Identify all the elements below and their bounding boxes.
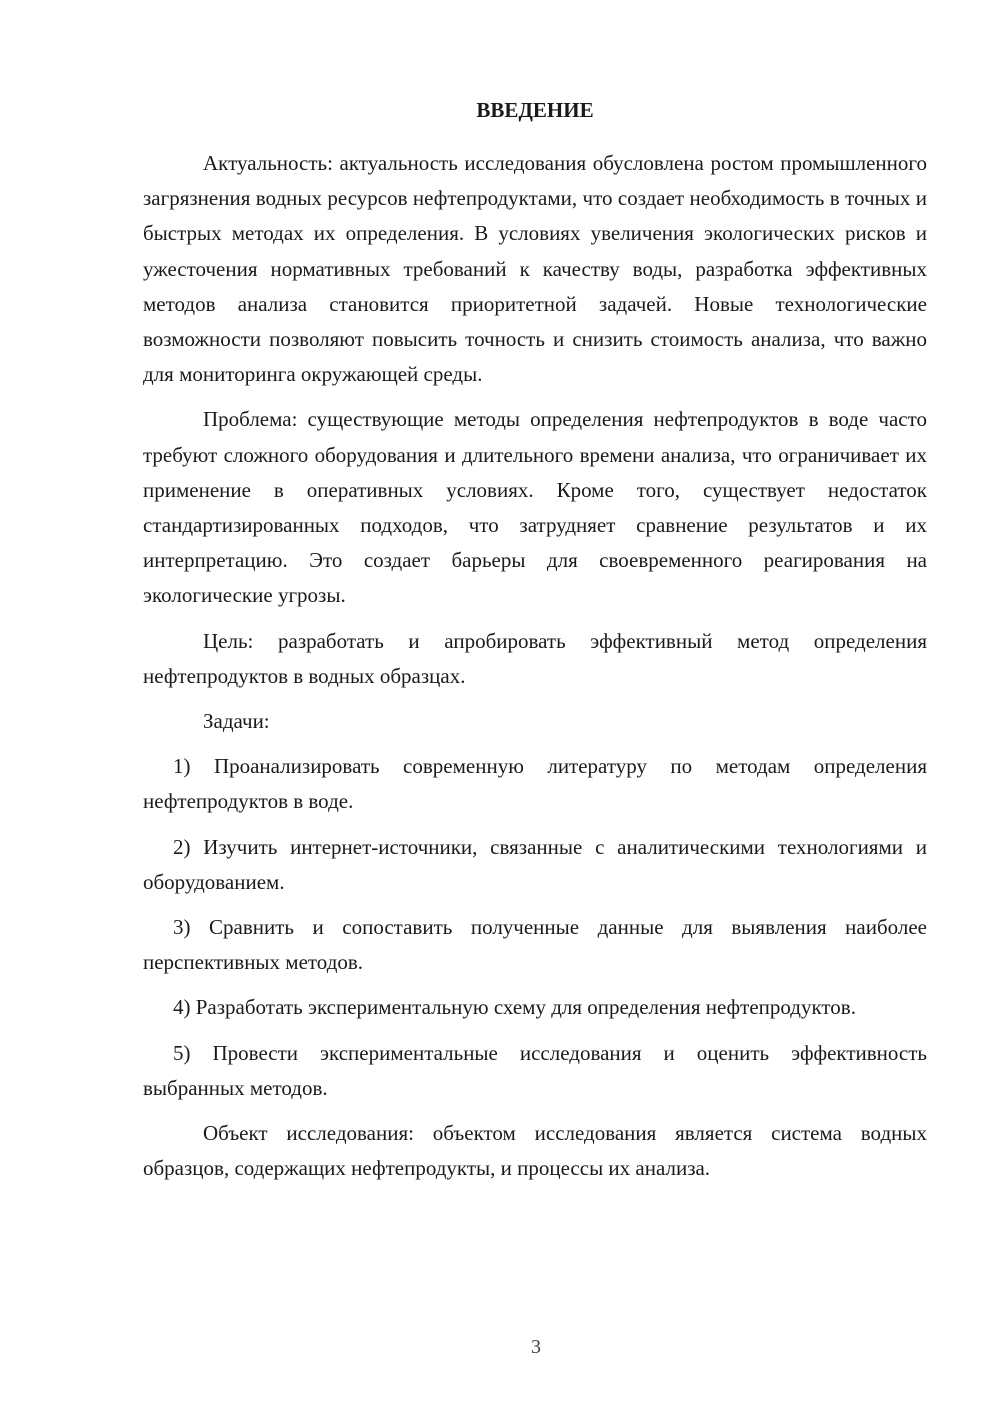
task-item-2: 2) Изучить интернет-источники, связанные с аналитическими технологиями и оборудованием. (143, 834, 927, 894)
page-content (143, 96, 927, 1196)
task-item-4: 4) Разработать экспериментальную схему для определения нефтепродуктов. (173, 995, 856, 1020)
tasks-heading: Задачи: (203, 709, 270, 734)
task-item-1: 1) Проанализировать современную литературу по методам определения нефтепродуктов в воде. (143, 754, 927, 814)
task-item-3: 3) Сравнить и сопоставить полученные данные для выявления наиболее перспективных методов. (143, 915, 927, 975)
paragraph-goal: Цель: разработать и апробировать эффективный метод определения нефтепродуктов в водных образцах. (143, 628, 927, 688)
paragraph-relevance: Актуальность: актуальность исследования обусловлена ростом промышленного загрязнения водных ресурсов нефтепродуктами, что создает необходимость в точных и быстрых методах их определения. В условиях увеличения экологических рисков и ужесточения нормативных требований к качеству воды, разработка эффективных методов анализа становится приоритетной задачей. Новые технологические возможности позволяют повысить точность и снизить стоимость анализа, что важно для мониторинга окружающей среды. (143, 151, 927, 387)
paragraph-object: Объект исследования: объектом исследования является система водных образцов, содержащих нефтепродукты, и процессы их анализа. (143, 1121, 927, 1181)
page-number: 3 (531, 1336, 541, 1358)
page-title: ВВЕДЕНИЕ (476, 98, 594, 122)
task-item-5: 5) Провести экспериментальные исследования и оценить эффективность выбранных методов. (143, 1040, 927, 1100)
paragraph-problem: Проблема: существующие методы определения нефтепродуктов в воде часто требуют сложного оборудования и длительного времени анализа, что ограничивает их применение в оперативных условиях. Кроме того, существует недостаток стандартизированных подходов, что затрудняет сравнение результатов и их интерпретацию. Это создает барьеры для своевременного реагирования на экологические угрозы. (143, 407, 927, 608)
